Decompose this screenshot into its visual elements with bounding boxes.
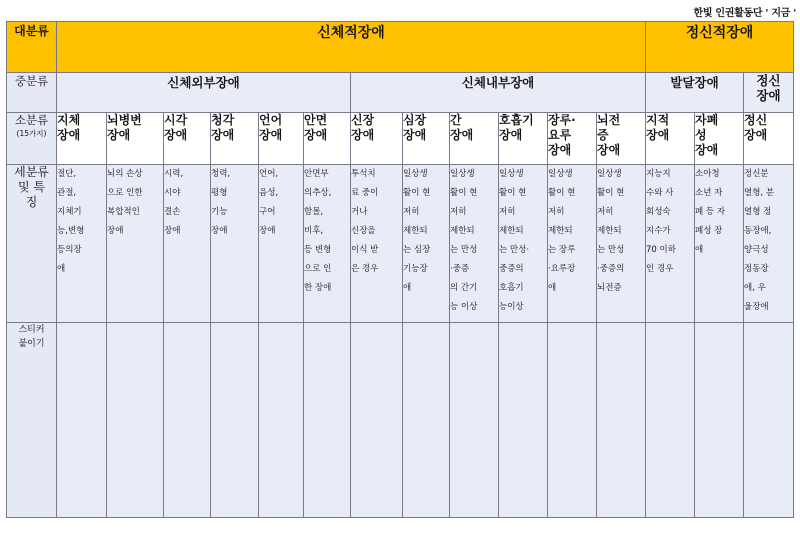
row-label-middle: 중분류 bbox=[7, 73, 57, 113]
category-name: 안면 장애 bbox=[304, 113, 351, 165]
category-name: 호흡기 장애 bbox=[499, 113, 548, 165]
category-detail: 뇌의 손상 으로 인한 복합적인 장애 bbox=[107, 165, 164, 323]
row-label-minor bbox=[7, 113, 57, 165]
sticker-slot[interactable] bbox=[259, 323, 304, 518]
category-detail: 일상생 활이 현 저히 제한되 는 만성· 중증의 호흡기 능이상 bbox=[499, 165, 548, 323]
category-name: 신장 장애 bbox=[351, 113, 403, 165]
category-name: 언어 장애 bbox=[259, 113, 304, 165]
row-label-sticker: 스티커 붙이기 bbox=[7, 323, 57, 518]
sticker-slot[interactable] bbox=[646, 323, 695, 518]
sticker-slot[interactable] bbox=[548, 323, 597, 518]
middle-developmental: 발달장애 bbox=[646, 73, 744, 113]
row-label-detail: 세분류 및 특 징 bbox=[7, 165, 57, 323]
category-detail: 일상생 활이 현 저히 제한되 는 심장 기능장 애 bbox=[403, 165, 450, 323]
category-detail: 안면부 의추상, 함몰, 비후, 등 변형 으로 인 한 장애 bbox=[304, 165, 351, 323]
category-detail: 지능지 수와 사 회성숙 지수가 70 이하 인 경우 bbox=[646, 165, 695, 323]
sticker-slot[interactable] bbox=[450, 323, 499, 518]
category-detail: 투석치 료 중이 거나 신장을 이식 받 은 경우 bbox=[351, 165, 403, 323]
category-name: 시각 장애 bbox=[164, 113, 211, 165]
category-detail: 정신분 열형, 분 열형 정 동장애, 양극성 정동장 애, 우 울장애 bbox=[744, 165, 794, 323]
disability-classification-table bbox=[6, 21, 794, 518]
sticker-slot[interactable] bbox=[744, 323, 794, 518]
category-name: 자폐 성 장애 bbox=[695, 113, 744, 165]
category-name: 뇌전 증 장애 bbox=[597, 113, 646, 165]
category-detail: 시력, 시야 결손 장애 bbox=[164, 165, 211, 323]
sticker-slot[interactable] bbox=[403, 323, 450, 518]
sticker-slot[interactable] bbox=[597, 323, 646, 518]
category-detail: 언어, 음성, 구어 장애 bbox=[259, 165, 304, 323]
category-name: 심장 장애 bbox=[403, 113, 450, 165]
category-name: 지적 장애 bbox=[646, 113, 695, 165]
sticker-slot[interactable] bbox=[107, 323, 164, 518]
category-name: 장루· 요루 장애 bbox=[548, 113, 597, 165]
category-detail: 일상생 활이 현 저히 제한되 는 만성 ·중증 의 간기 능 이상 bbox=[450, 165, 499, 323]
minor-count-note: (15가지) bbox=[16, 129, 47, 138]
row-label-major: 대분류 bbox=[7, 22, 57, 73]
category-name: 지체 장애 bbox=[57, 113, 107, 165]
sticker-slot[interactable] bbox=[304, 323, 351, 518]
category-detail: 절단, 관절, 지체기 능,변형 등의장 애 bbox=[57, 165, 107, 323]
category-name: 뇌병변 장애 bbox=[107, 113, 164, 165]
sticker-slot[interactable] bbox=[164, 323, 211, 518]
category-detail: 일상생 활이 현 저히 제한되 는 장루 ·요루장 애 bbox=[548, 165, 597, 323]
category-detail: 청력, 평형 기능 장애 bbox=[211, 165, 259, 323]
sticker-slot[interactable] bbox=[57, 323, 107, 518]
major-physical: 신체적장애 bbox=[57, 22, 646, 73]
category-detail: 일상생 활이 현 저히 제한되 는 만성 ·중증의 뇌전증 bbox=[597, 165, 646, 323]
minor-label-text: 소분류 bbox=[14, 113, 49, 127]
sticker-slot[interactable] bbox=[499, 323, 548, 518]
sticker-slot[interactable] bbox=[695, 323, 744, 518]
organization-label: 한빛 인권활동단 ' 지금 ' bbox=[693, 8, 796, 19]
major-mental: 정신적장애 bbox=[646, 22, 794, 73]
middle-mental: 정신 장애 bbox=[744, 73, 794, 113]
category-name: 간 장애 bbox=[450, 113, 499, 165]
sticker-slot[interactable] bbox=[211, 323, 259, 518]
category-name: 정신 장애 bbox=[744, 113, 794, 165]
sticker-slot[interactable] bbox=[351, 323, 403, 518]
middle-external: 신체외부장애 bbox=[57, 73, 351, 113]
middle-internal: 신체내부장애 bbox=[351, 73, 646, 113]
category-name: 청각 장애 bbox=[211, 113, 259, 165]
category-detail: 소아청 소년 자 폐 등 자 폐성 장 애 bbox=[695, 165, 744, 323]
